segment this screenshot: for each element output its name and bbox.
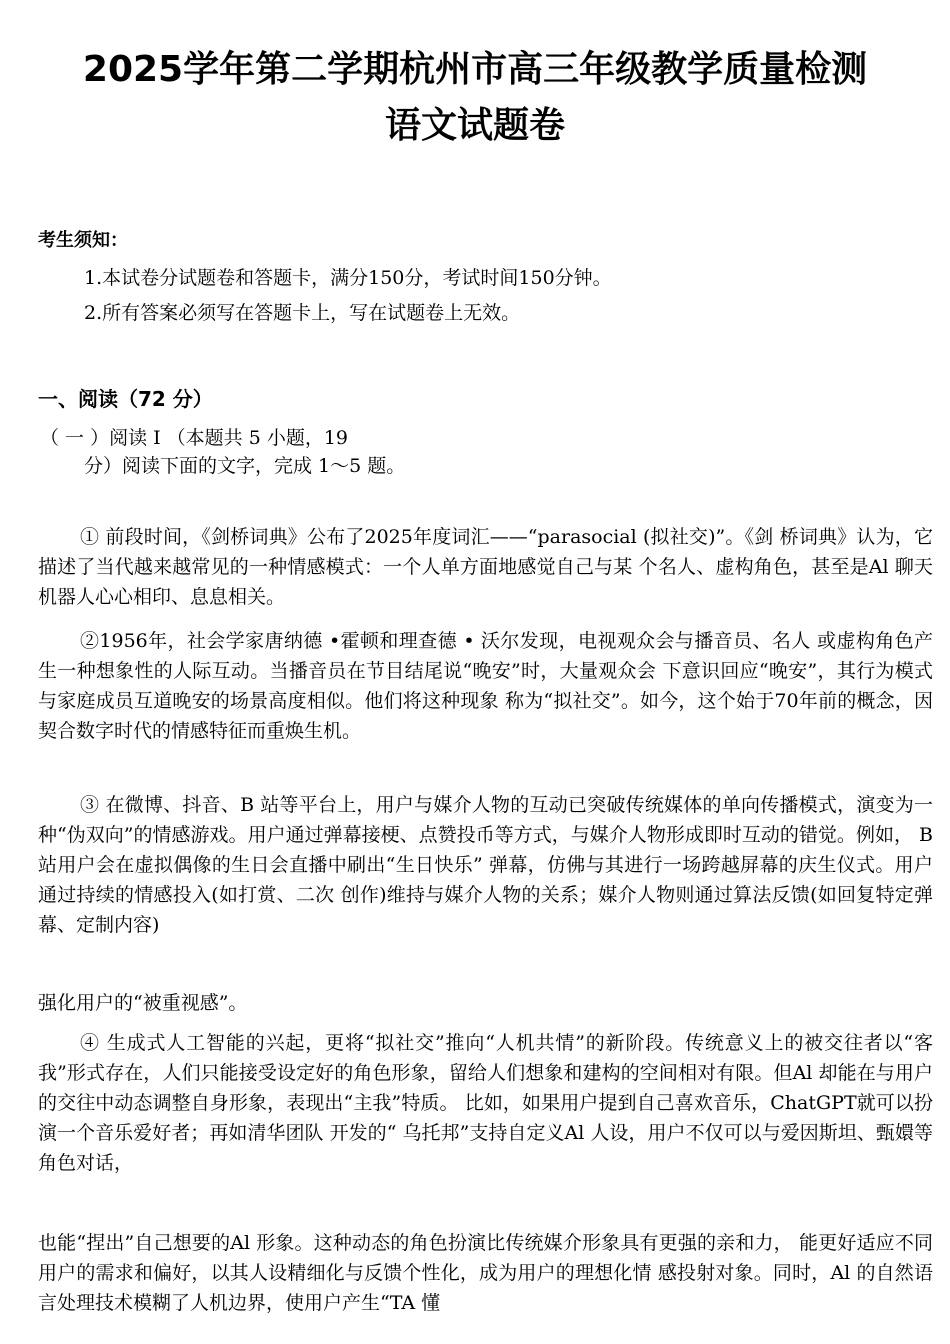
passage-paragraph-4: ④ 生成式人工智能的兴起，更将“拟社交”推向“人机共情”的新阶段。传统意义上的被交往者以“客我”形式存在，人们只能接受设定好的角色形象，留给人们想象和建构的空间相对有限。但Al 却能在与用户的交往中动态调整自身形象，表现出“主我”特质。 比如，如果用户提到自己喜欢音乐，ChatGPT就可以扮演一个音乐爱好者；再如清华团队 开发的“ 乌托邦”支持自定义Al 人设，用户不仅可以与爱因斯坦、甄嬛等角色对话， bbox=[38, 1032, 933, 1174]
notice-item: 2.所有答案必须写在答题卡上，写在试题卷上无效。 bbox=[84, 302, 521, 324]
passage-paragraph-1: ① 前段时间，《剑桥词典》公布了2025年度词汇——“parasocial (拟社交)”。《剑 桥词典》认为，它描述了当代越来越常见的一种情感模式：一个人单方面地感觉自己与某 个名人、虚构角色，甚至是Al 聊天机器人心心相印、息息相关。 bbox=[38, 526, 933, 608]
notice-heading: 考生须知： bbox=[38, 230, 128, 251]
subsection-instructions-line1: （ 一 ）阅读 I （本题共 5 小题，19 bbox=[40, 427, 349, 449]
passage-paragraph-2: ②1956年，社会学家唐纳德 •霍顿和理查德 • 沃尔发现，电视观众会与播音员、名人 或虚构角色产生一种想象性的人际互动。当播音员在节目结尾说“晚安”时，大量观众会 下意识回应“晚安”，其行为模式与家庭成员互道晚安的场景高度相似。他们将这种现象 称为“拟社交”。如今，这个始于70年前的概念，因契合数字时代的情感特征而重焕生机。 bbox=[38, 630, 933, 742]
passage-paragraph-3-continued: 强化用户的“被重视感”。 bbox=[38, 992, 248, 1014]
passage-paragraph-3: ③ 在微博、抖音、B 站等平台上，用户与媒介人物的互动已突破传统媒体的单向传播模式，演变为一种“伪双向”的情感游戏。用户通过弹幕接梗、点赞投币等方式，与媒介人物形成即时互动的错觉。例如， B站用户会在虚拟偶像的生日会直播中刷出“生日快乐” 弹幕，仿佛与其进行一场跨越屏幕的庆生仪式。用户通过持续的情感投入(如打赏、二次 创作)维持与媒介人物的关系；媒介人物则通过算法反馈(如回复特定弹幕、定制内容) bbox=[38, 794, 933, 936]
exam-title: 2025学年第二学期杭州市高三年级教学质量检测 bbox=[82, 49, 868, 90]
passage-paragraph-4-continued: 也能“捏出”自己想要的Al 形象。这种动态的角色扮演比传统媒介形象具有更强的亲和力， 能更好适应不同用户的需求和偏好，以其人设精细化与反馈个性化，成为用户的理想化情 感投射对象。同时，Al 的自然语言处理技术模糊了人机边界，使用户产生“TA 懂 bbox=[38, 1232, 933, 1314]
section-heading: 一、阅读（72 分） bbox=[38, 387, 213, 411]
exam-subtitle: 语文试题卷 bbox=[384, 105, 565, 146]
subsection-instructions bbox=[40, 424, 440, 480]
notice-item: 1.本试卷分试题卷和答题卡，满分150分，考试时间150分钟。 bbox=[84, 267, 612, 289]
subsection-instructions-line2: 分）阅读下面的文字，完成 1～5 题。 bbox=[84, 455, 406, 477]
